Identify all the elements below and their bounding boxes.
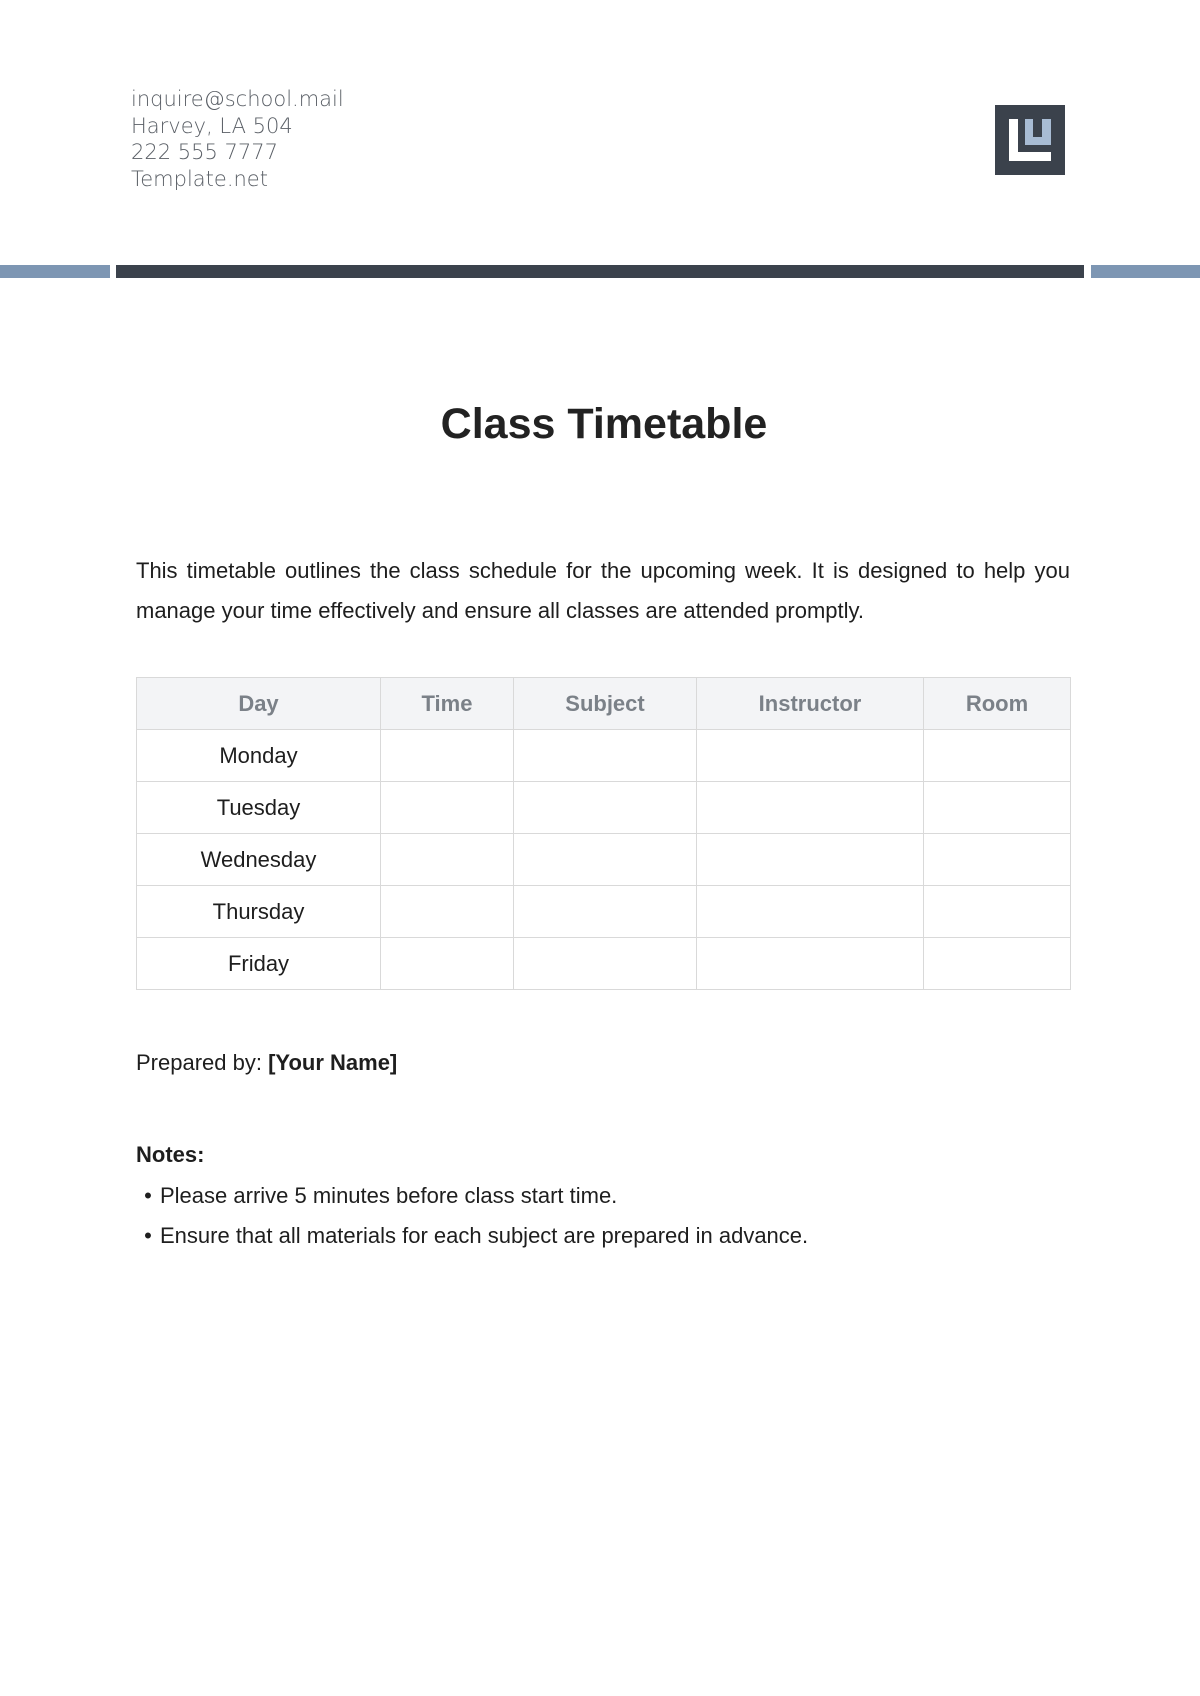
- cell-room: [924, 834, 1071, 886]
- notes-heading: Notes:: [136, 1142, 205, 1167]
- cell-instructor: [697, 886, 924, 938]
- cell-subject: [514, 886, 697, 938]
- prepared-by-label: Prepared by:: [136, 1050, 262, 1075]
- cell-time: [381, 886, 514, 938]
- contact-email: inquire@school.mail: [131, 87, 344, 111]
- cell-subject: [514, 834, 697, 886]
- cell-subject: [514, 782, 697, 834]
- column-header-instructor: Instructor: [697, 678, 924, 730]
- cell-room: [924, 938, 1071, 990]
- note-text: Please arrive 5 minutes before class start time.: [160, 1183, 618, 1208]
- cell-room: [924, 886, 1071, 938]
- bullet-icon: •: [144, 1183, 152, 1208]
- cell-room: [924, 782, 1071, 834]
- cell-subject: [514, 938, 697, 990]
- table-row: [137, 938, 1071, 990]
- note-text: Ensure that all materials for each subject are prepared in advance.: [160, 1223, 809, 1248]
- intro-paragraph: This timetable outlines the class schedule for the upcoming week. It is designed to help you manage your time effectively and ensure all classes are attended promptly.: [136, 558, 1070, 623]
- list-item: [136, 1216, 808, 1256]
- column-header-day: Day: [137, 678, 381, 730]
- contact-block: [131, 86, 344, 192]
- cell-day: Friday: [137, 938, 381, 990]
- timetable: [136, 677, 1071, 990]
- cell-instructor: [697, 834, 924, 886]
- cell-time: [381, 938, 514, 990]
- table-header-row: [137, 678, 1071, 730]
- cell-subject: [514, 730, 697, 782]
- column-header-room: Room: [924, 678, 1071, 730]
- contact-phone: 222 555 7777: [131, 140, 278, 164]
- contact-website: Template.net: [131, 166, 268, 191]
- list-item: [136, 1176, 808, 1216]
- cell-instructor: [697, 938, 924, 990]
- header-band-left: [0, 265, 110, 278]
- cell-time: [381, 834, 514, 886]
- table-row: [137, 834, 1071, 886]
- column-header-subject: Subject: [514, 678, 697, 730]
- table-row: [137, 730, 1071, 782]
- page-title: Class Timetable: [440, 400, 768, 448]
- bullet-icon: •: [144, 1223, 152, 1248]
- cell-day: Wednesday: [137, 834, 381, 886]
- table-row: [137, 782, 1071, 834]
- contact-address: Harvey, LA 504: [131, 113, 293, 138]
- cell-day: Thursday: [137, 886, 381, 938]
- prepared-by-name: [Your Name]: [268, 1050, 398, 1075]
- prepared-by: [136, 1050, 397, 1076]
- header-band-center: [116, 265, 1084, 278]
- notes-list: [136, 1176, 808, 1256]
- column-header-time: Time: [381, 678, 514, 730]
- cell-day: Monday: [137, 730, 381, 782]
- cell-day: Tuesday: [137, 782, 381, 834]
- cell-instructor: [697, 730, 924, 782]
- logo-icon: [995, 105, 1065, 175]
- table-row: [137, 886, 1071, 938]
- header-band-right: [1091, 265, 1200, 278]
- cell-instructor: [697, 782, 924, 834]
- cell-time: [381, 782, 514, 834]
- cell-room: [924, 730, 1071, 782]
- cell-time: [381, 730, 514, 782]
